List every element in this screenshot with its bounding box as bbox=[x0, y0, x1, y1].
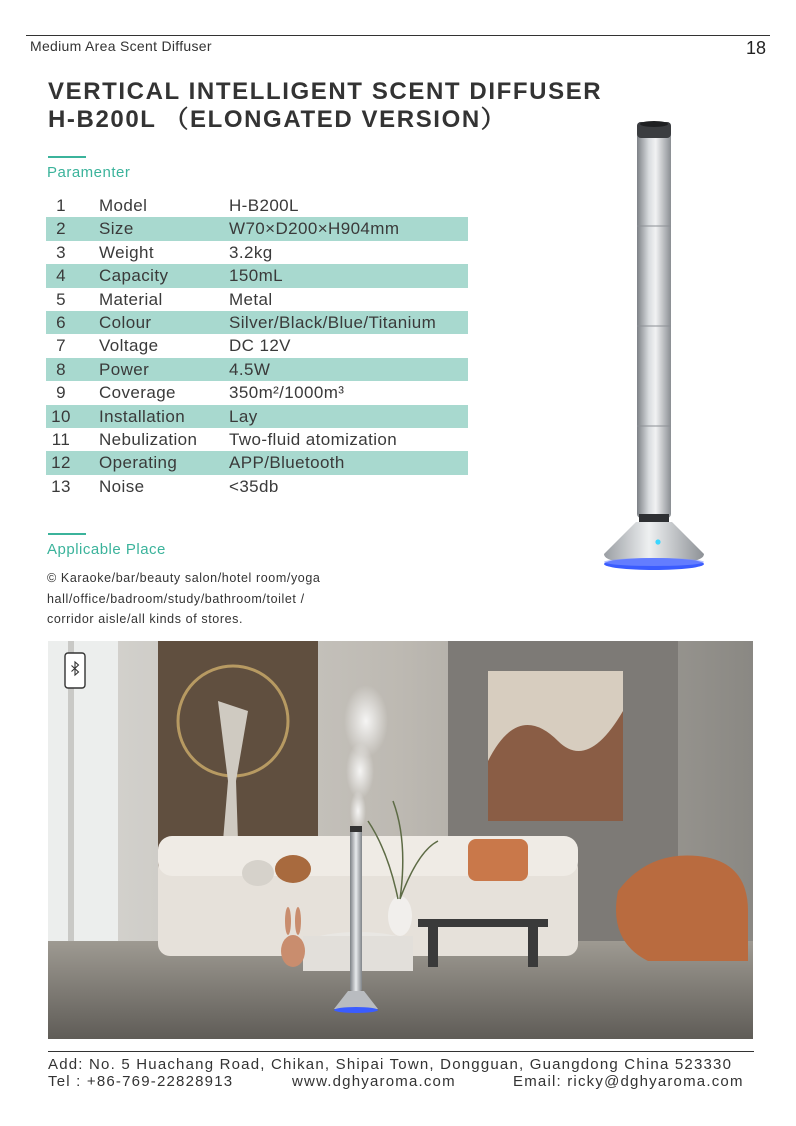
section-title: Medium Area Scent Diffuser bbox=[30, 38, 212, 54]
parameter-value: 150mL bbox=[229, 266, 283, 286]
parameter-name: Power bbox=[99, 359, 150, 379]
applicable-places bbox=[47, 568, 367, 630]
applicable-accent-bar bbox=[48, 533, 86, 535]
parameter-accent-bar bbox=[48, 156, 86, 158]
parameter-number: 9 bbox=[56, 383, 66, 403]
parameter-row bbox=[46, 217, 468, 240]
parameter-row bbox=[46, 241, 468, 264]
parameter-value: Lay bbox=[229, 406, 258, 426]
footer-rule bbox=[48, 1051, 754, 1052]
parameter-value: 3.2kg bbox=[229, 242, 273, 262]
footer-tel: Tel : +86-769-22828913 bbox=[48, 1073, 234, 1090]
footer-website: www.dghyaroma.com bbox=[292, 1073, 456, 1090]
parameter-number: 12 bbox=[51, 453, 71, 473]
parameter-row bbox=[46, 405, 468, 428]
parameter-row bbox=[46, 288, 468, 311]
parameter-name: Voltage bbox=[99, 336, 159, 356]
applicable-line: © Karaoke/bar/beauty salon/hotel room/yoga bbox=[47, 571, 321, 585]
parameter-table bbox=[46, 194, 468, 498]
applicable-line: hall/office/badroom/study/bathroom/toilet / bbox=[47, 591, 305, 606]
parameter-heading: Paramenter bbox=[47, 164, 131, 181]
parameter-name: Coverage bbox=[99, 383, 176, 403]
parameter-row bbox=[46, 381, 468, 404]
parameter-name: Material bbox=[99, 289, 163, 309]
parameter-value: 350m²/1000m³ bbox=[229, 383, 345, 403]
parameter-value: Two-fluid atomization bbox=[229, 429, 398, 449]
parameter-value: Silver/Black/Blue/Titanium bbox=[229, 312, 437, 332]
parameter-row bbox=[46, 334, 468, 357]
footer-email: Email: ricky@dghyaroma.com bbox=[513, 1073, 744, 1090]
parameter-number: 5 bbox=[56, 289, 66, 309]
parameter-name: Model bbox=[99, 196, 148, 215]
parameter-number: 1 bbox=[56, 196, 66, 215]
parameter-value: APP/Bluetooth bbox=[229, 453, 345, 473]
parameter-number: 11 bbox=[51, 429, 71, 449]
title-line-1: VERTICAL INTELLIGENT SCENT DIFFUSER bbox=[48, 78, 603, 105]
product-image bbox=[598, 118, 710, 583]
parameter-row bbox=[46, 264, 468, 287]
parameter-number: 6 bbox=[56, 312, 66, 332]
header-rule bbox=[26, 35, 770, 36]
parameter-number: 7 bbox=[56, 336, 66, 356]
bluetooth-phone-icon bbox=[65, 653, 85, 688]
parameter-value: W70×D200×H904mm bbox=[229, 219, 400, 239]
parameter-name: Noise bbox=[99, 476, 145, 496]
applicable-heading: Applicable Place bbox=[47, 541, 166, 558]
parameter-value: Metal bbox=[229, 289, 273, 309]
parameter-number: 4 bbox=[56, 266, 66, 286]
parameter-row bbox=[46, 428, 468, 451]
parameter-number: 10 bbox=[51, 406, 71, 426]
parameter-number: 3 bbox=[56, 242, 66, 262]
applicable-line: corridor aisle/all kinds of stores. bbox=[47, 612, 244, 626]
parameter-row bbox=[46, 311, 468, 334]
parameter-name: Operating bbox=[99, 453, 178, 473]
parameter-row bbox=[46, 475, 468, 498]
living-room-photo bbox=[48, 641, 753, 1039]
parameter-name: Size bbox=[99, 219, 134, 239]
parameter-value: <35db bbox=[229, 476, 279, 496]
parameter-name: Weight bbox=[99, 242, 155, 262]
parameter-row bbox=[46, 451, 468, 474]
parameter-row bbox=[46, 358, 468, 381]
parameter-number: 13 bbox=[51, 476, 71, 496]
parameter-name: Capacity bbox=[99, 266, 169, 286]
parameter-name: Installation bbox=[99, 406, 186, 426]
parameter-name: Nebulization bbox=[99, 429, 198, 449]
footer-address: Add: No. 5 Huachang Road, Chikan, Shipai Town, Dongguan, Guangdong China 523330 bbox=[48, 1056, 733, 1073]
parameter-value: H-B200L bbox=[229, 196, 299, 215]
page-number: 18 bbox=[746, 38, 767, 58]
title-line-2: H-B200L （ELONGATED VERSION） bbox=[48, 106, 507, 133]
parameter-number: 8 bbox=[56, 359, 66, 379]
parameter-value: DC 12V bbox=[229, 336, 291, 356]
parameter-value: 4.5W bbox=[229, 359, 271, 379]
parameter-number: 2 bbox=[56, 219, 66, 239]
parameter-name: Colour bbox=[99, 312, 152, 332]
page-title bbox=[48, 78, 602, 134]
parameter-row bbox=[46, 194, 468, 217]
